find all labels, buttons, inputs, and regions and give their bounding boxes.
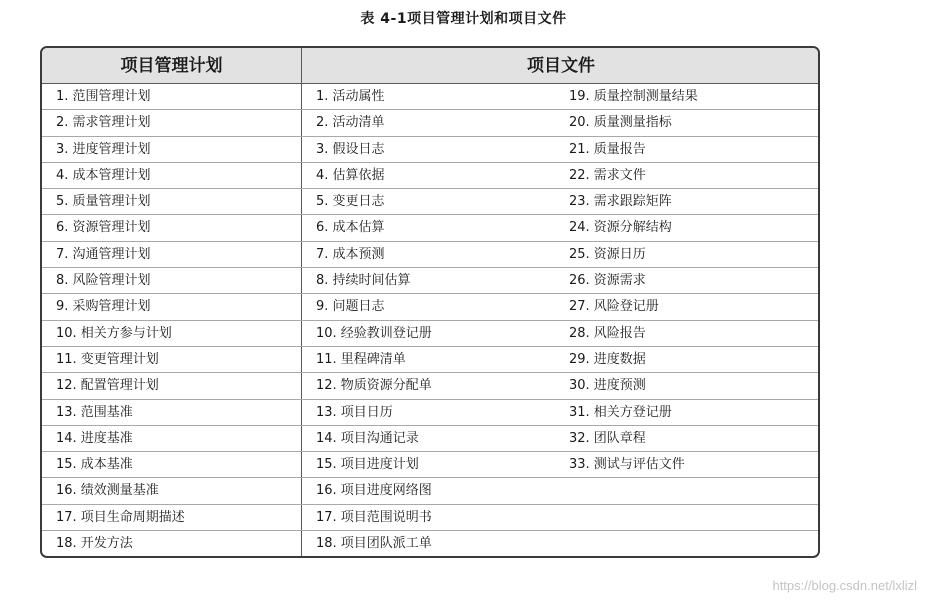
document-item: 18. 项目团队派工单 [316, 536, 432, 552]
document-item: 28. 风险报告 [569, 325, 646, 341]
document-item: 14. 项目沟通记录 [316, 430, 419, 446]
document-item: 16. 项目进度网络图 [316, 483, 432, 499]
document-item: 27. 风险登记册 [569, 299, 659, 315]
plan-item: 7. 沟通管理计划 [56, 246, 151, 262]
document-item: 32. 团队章程 [569, 430, 646, 446]
table-row [42, 347, 818, 373]
table-row [42, 268, 818, 294]
table-row [42, 163, 818, 189]
document-item: 1. 活动属性 [316, 89, 385, 104]
table-row [42, 426, 818, 452]
plan-item: 11. 变更管理计划 [56, 351, 159, 367]
table-header [42, 48, 818, 84]
plan-item: 16. 绩效测量基准 [56, 483, 159, 499]
table-row [42, 215, 818, 241]
table-row [42, 452, 818, 478]
plan-item: 10. 相关方参与计划 [56, 325, 172, 341]
document-item: 17. 项目范围说明书 [316, 509, 432, 525]
document-item: 13. 项目日历 [316, 404, 393, 420]
plan-item: 4. 成本管理计划 [56, 167, 151, 183]
table-row [42, 242, 818, 268]
header-project-management-plan: 项目管理计划 [120, 56, 223, 76]
plan-docs-table [40, 46, 820, 558]
document-item: 19. 质量控制测量结果 [569, 89, 698, 104]
table-row [42, 373, 818, 399]
table-row [42, 478, 818, 504]
plan-item: 12. 配置管理计划 [56, 378, 159, 394]
plan-item: 8. 风险管理计划 [56, 273, 151, 289]
document-item: 30. 进度预测 [569, 378, 646, 394]
plan-item: 1. 范围管理计划 [56, 89, 151, 104]
table-row [42, 189, 818, 215]
document-item: 25. 资源日历 [569, 246, 646, 262]
plan-item: 6. 资源管理计划 [56, 220, 151, 236]
table-row [42, 84, 818, 110]
table-row [42, 505, 818, 531]
plan-item: 5. 质量管理计划 [56, 194, 151, 210]
table-body [42, 84, 818, 557]
document-item: 10. 经验教训登记册 [316, 325, 432, 341]
plan-item: 9. 采购管理计划 [56, 299, 151, 315]
document-item: 11. 里程碑清单 [316, 351, 406, 367]
plan-item: 2. 需求管理计划 [56, 115, 151, 131]
plan-item: 15. 成本基准 [56, 457, 133, 473]
table-row [42, 137, 818, 163]
document-item: 6. 成本估算 [316, 220, 385, 236]
document-item: 33. 测试与评估文件 [569, 457, 685, 473]
watermark: https://blog.csdn.net/lxlizl [772, 578, 917, 593]
header-project-documents: 项目文件 [527, 56, 595, 76]
document-item: 9. 问题日志 [316, 299, 385, 315]
document-item: 26. 资源需求 [569, 273, 646, 289]
document-item: 24. 资源分解结构 [569, 220, 672, 236]
document-item: 5. 变更日志 [316, 194, 385, 210]
table-row [42, 321, 818, 347]
plan-item: 17. 项目生命周期描述 [56, 509, 185, 525]
document-item: 15. 项目进度计划 [316, 457, 419, 473]
table-row [42, 294, 818, 320]
document-item: 4. 估算依据 [316, 167, 385, 183]
table-row [42, 110, 818, 136]
plan-item: 3. 进度管理计划 [56, 141, 151, 157]
document-item: 29. 进度数据 [569, 351, 646, 367]
table-caption: 表 4-1项目管理计划和项目文件 [360, 11, 567, 27]
document-item: 23. 需求跟踪矩阵 [569, 194, 672, 210]
document-item: 22. 需求文件 [569, 167, 646, 183]
table-row [42, 400, 818, 426]
plan-item: 14. 进度基准 [56, 430, 133, 446]
plan-item: 18. 开发方法 [56, 536, 133, 552]
document-item: 31. 相关方登记册 [569, 404, 672, 420]
document-item: 3. 假设日志 [316, 141, 385, 157]
document-item: 21. 质量报告 [569, 141, 646, 157]
document-item: 20. 质量测量指标 [569, 115, 672, 131]
document-item: 8. 持续时间估算 [316, 273, 411, 289]
document-item: 2. 活动清单 [316, 115, 385, 131]
plan-item: 13. 范围基准 [56, 404, 133, 420]
document-item: 12. 物质资源分配单 [316, 378, 432, 394]
document-item: 7. 成本预测 [316, 246, 385, 262]
table-row [42, 531, 818, 557]
